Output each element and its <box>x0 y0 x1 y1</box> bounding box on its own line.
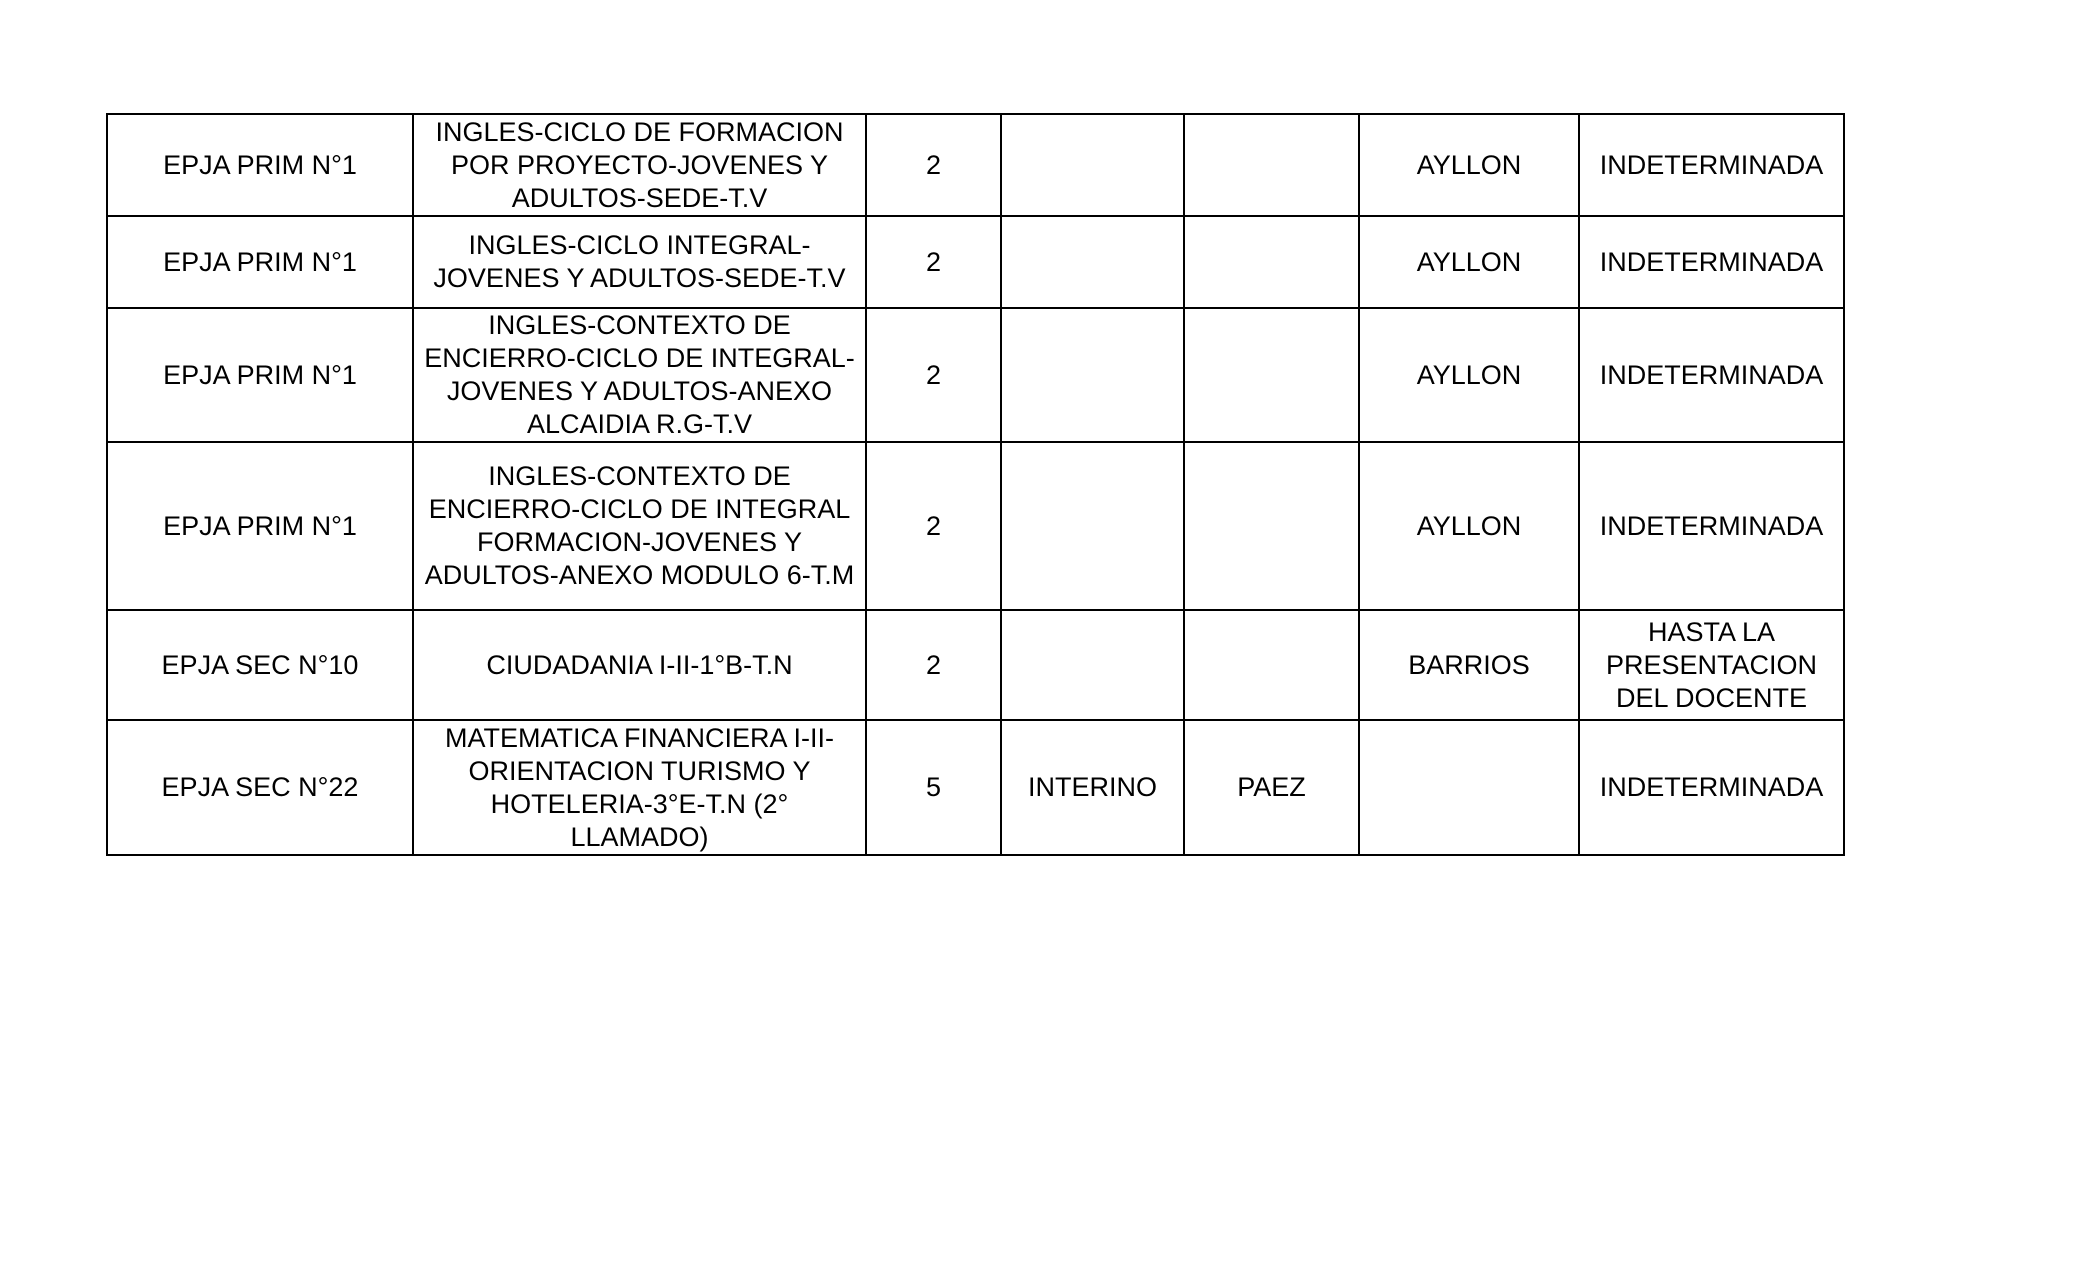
hours-cell: 5 <box>866 720 1001 855</box>
supervisor-cell: AYLLON <box>1359 442 1579 610</box>
duration-cell: INDETERMINADA <box>1579 216 1844 308</box>
teacher-cell <box>1184 114 1359 216</box>
status-cell <box>1001 442 1184 610</box>
status-cell: INTERINO <box>1001 720 1184 855</box>
subject-cell: INGLES-CICLO DE FORMACION POR PROYECTO-JOVENES Y ADULTOS-SEDE-T.V <box>413 114 866 216</box>
vacancy-table <box>106 113 1845 856</box>
table-row <box>107 610 1844 720</box>
teacher-cell <box>1184 442 1359 610</box>
school-cell: EPJA PRIM N°1 <box>107 308 413 442</box>
status-cell <box>1001 308 1184 442</box>
hours-cell: 2 <box>866 610 1001 720</box>
status-cell <box>1001 610 1184 720</box>
school-cell: EPJA PRIM N°1 <box>107 216 413 308</box>
school-cell: EPJA SEC N°10 <box>107 610 413 720</box>
duration-cell: INDETERMINADA <box>1579 308 1844 442</box>
subject-cell: INGLES-CONTEXTO DE ENCIERRO-CICLO DE INTEGRAL-JOVENES Y ADULTOS-ANEXO ALCAIDIA R.G-T.V <box>413 308 866 442</box>
table-row <box>107 442 1844 610</box>
table-row <box>107 114 1844 216</box>
hours-cell: 2 <box>866 442 1001 610</box>
hours-cell: 2 <box>866 114 1001 216</box>
subject-cell: MATEMATICA FINANCIERA I-II-ORIENTACION TURISMO Y HOTELERIA-3°E-T.N (2° LLAMADO) <box>413 720 866 855</box>
duration-cell: INDETERMINADA <box>1579 114 1844 216</box>
supervisor-cell: AYLLON <box>1359 216 1579 308</box>
teacher-cell <box>1184 610 1359 720</box>
table-row <box>107 720 1844 855</box>
hours-cell: 2 <box>866 216 1001 308</box>
school-cell: EPJA PRIM N°1 <box>107 442 413 610</box>
supervisor-cell <box>1359 720 1579 855</box>
school-cell: EPJA SEC N°22 <box>107 720 413 855</box>
hours-cell: 2 <box>866 308 1001 442</box>
subject-cell: INGLES-CONTEXTO DE ENCIERRO-CICLO DE INTEGRAL FORMACION-JOVENES Y ADULTOS-ANEXO MODULO 6-T.M <box>413 442 866 610</box>
subject-cell: INGLES-CICLO INTEGRAL-JOVENES Y ADULTOS-SEDE-T.V <box>413 216 866 308</box>
supervisor-cell: AYLLON <box>1359 308 1579 442</box>
duration-cell: INDETERMINADA <box>1579 720 1844 855</box>
supervisor-cell: BARRIOS <box>1359 610 1579 720</box>
supervisor-cell: AYLLON <box>1359 114 1579 216</box>
subject-cell: CIUDADANIA I-II-1°B-T.N <box>413 610 866 720</box>
school-cell: EPJA PRIM N°1 <box>107 114 413 216</box>
teacher-cell <box>1184 216 1359 308</box>
duration-cell: HASTA LA PRESENTACION DEL DOCENTE <box>1579 610 1844 720</box>
teacher-cell: PAEZ <box>1184 720 1359 855</box>
status-cell <box>1001 216 1184 308</box>
table-row <box>107 308 1844 442</box>
table-row <box>107 216 1844 308</box>
status-cell <box>1001 114 1184 216</box>
duration-cell: INDETERMINADA <box>1579 442 1844 610</box>
teacher-cell <box>1184 308 1359 442</box>
